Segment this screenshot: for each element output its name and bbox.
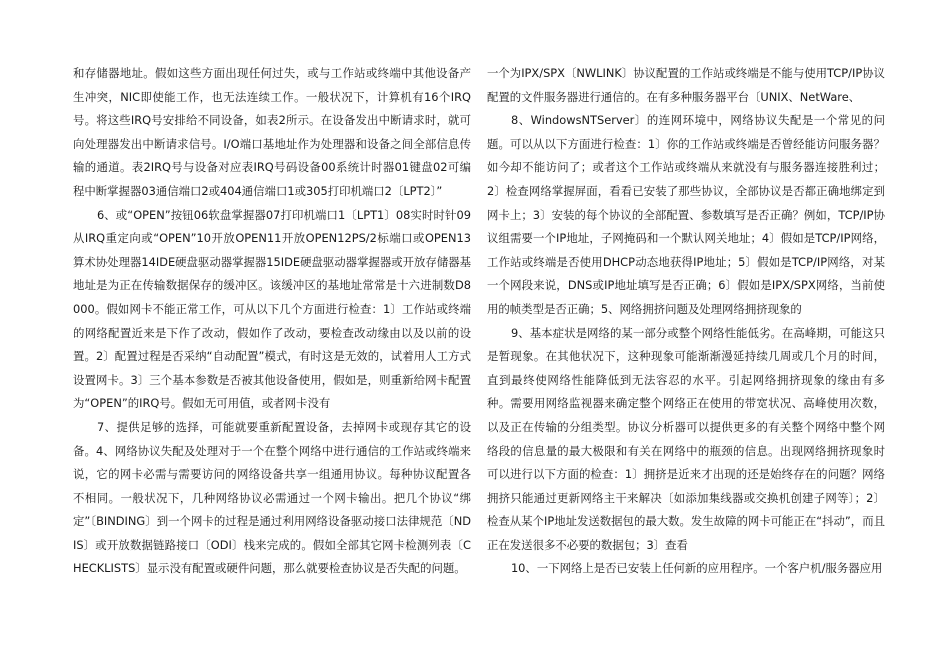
left-column: [73, 62, 471, 581]
paragraph: 10、一下网络上是否已安装上任何新的应用程序。一个客户机/服务器应用: [510, 561, 883, 576]
paragraph: 7、提供足够的选择，可能就要重新配置设备，去掉网卡或现存其它的设备。4、网络协议失配及处理对于一个在整个网络中进行通信的工作站或终端来说，它的网卡必需与需要访问的网络设备共享一组通用协议。每种协议配置各不相同。一般状况下，几种网络协议必需通过一个网卡输出。把几个协议“绑定”〔BINDING〕到一个网卡的过程是通过利用网络设备驱动接口法律规范〔NDIS〕或开放数据链路接口〔ODI〕栈来完成的。假如全部其它网卡检测列表〔CHECKLISTS〕显示没有配置或硬件问题，那么就要检查协议是否失配的问题。: [73, 419, 471, 576]
paragraph: 和存储器地址。假如这些方面出现任何过失，或与工作站或终端中其他设备产生冲突，NIC即使能工作，也无法连续工作。一般状况下，计算机有16个IRQ号。将这些IRQ号安排给不同设备，如表2所示。在设备发出中断请求时，就可向处理器发出中断请求信号。I/O端口基地址作为处理器和设备之间全部信息传输的通道。表2IRQ号与设备对应表IRQ号码设备00系统计时器01键盘02可编程中断掌握器03通信端口2或404通信端口1或305打印机端口2〔LPT2〕”: [73, 66, 471, 198]
paragraph: 9、基本症状是网络的某一部分或整个网络性能低劣。在高峰期，可能这只是暂现象。在其他状况下，这种现象可能渐渐漫延持续几周或几个月的时间，直到最终使网络性能降低到无法容忍的水平。引起网络拥挤现象的缘由有多种。需要用网络监视器来确定整个网络正在使用的带宽状况、高峰使用次数，以及正在传输的分组类型。协议分析器可以提供更多的有关整个网络中整个网络段的信息量的最大极限和有关在网络中的瓶颈的信息。出现网络拥挤现象时可以进行以下方面的检查：1〕拥挤是近来才出现的还是始终存在的问题？网络拥挤只能通过更新网络主干来解决〔如添加集线器或交换机创建子网等〕；2〕检查从某个IP地址发送数据包的最大数。发生故障的网卡可能正在“抖动”，而且正在发送很多不必要的数据包；3〕查看: [487, 325, 885, 552]
right-column: [487, 62, 885, 581]
paragraph: 一个为IPX/SPX〔NWLINK〕协议配置的工作站或终端是不能与使用TCP/IP协议配置的文件服务器进行通信的。在有多种服务器平台〔UNIX、NetWare、: [487, 66, 885, 104]
paragraph: 8、WindowsNTServer〕的连网环境中，网络协议失配是一个常见的问题。可以从以下方面进行检查：1〕你的工作站或终端是否曾经能访问服务器？如今却不能访问了；或者这个工作站或终端从来就没有与服务器连接胜利过；2〕检查网络掌握屏面，看看已安装了那些协议，全部协议是否都正确地绑定到网卡上；3〕安装的每个协议的全部配置、参数填写是否正确？例如，TCP/IP协议组需要一个IP地址，子网掩码和一个默认网关地址；4〕假如是TCP/IP网络，工作站或终端是否使用DHCP动态地获得IP地址；5〕假如是TCP/IP网络，对某一个网段来说，DNS或IP地址填写是否正确；6〕假如是IPX/SPX网络，当前使用的帧类型是否正确；5、网络拥挤问题及处理网络拥挤现象的: [487, 113, 885, 316]
paragraph: 6、或“OPEN”按钮06软盘掌握器07打印机端口1〔LPT1〕08实时时针09从IRQ重定向或“OPEN”10开放OPEN11开放OPEN12PS/2标端口或OPEN13算术协处理器14IDE硬盘驱动器掌握器15IDE硬盘驱动器掌握器或开放存储器基地址是为正在传输数据保存的缓冲区。该缓冲区的基地址常常是十六进制数D8000。假如网卡不能正常工作，可从以下几个方面进行检查：1〕工作站或终端的网络配置近来是下作了改动，假如作了改动，要检查改动缘由以及以前的设置。2〕配置过程是否采纳“自动配置”模式，有时这是无效的，试着用人工方式设置网卡。3〕三个基本参数是否被其他设备使用，假如是，则重新给网卡配置为“OPEN”的IRQ号。假如无可用值，或者网卡没有: [73, 207, 471, 411]
